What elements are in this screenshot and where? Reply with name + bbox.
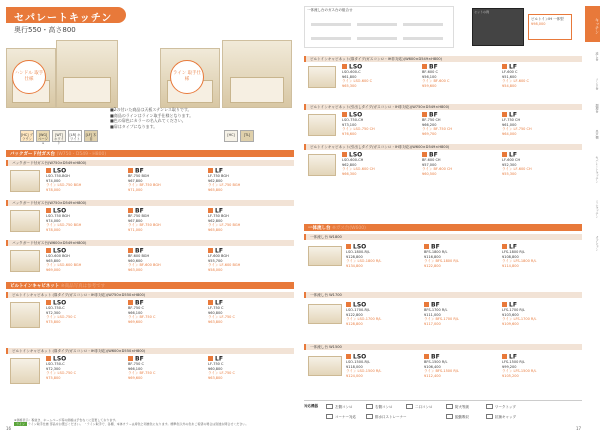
page-number-right: 17 — [576, 426, 582, 431]
side-tab-active[interactable]: キッチン — [585, 6, 600, 42]
product-image — [10, 210, 40, 232]
legend-item: ワークトップ — [486, 404, 516, 410]
product-col-lf-r6: LF LFS-1700 R/L ¥103,600 ライン LFS-1700 R/L ¥109,600 — [502, 301, 537, 326]
product-image — [10, 358, 40, 384]
product-col-lso-r5: LSO LSO-1800-R/L ¥128,800 ライン LSO-1800 R/L ¥134,800 — [346, 243, 382, 268]
swatch-5: [LF] 木目 — [84, 130, 98, 142]
product-image — [308, 356, 342, 376]
product-col-lf-r3: LF LF-600 CH ¥52,300 ライン LF-600 CH ¥55,300 — [502, 151, 532, 176]
product-image — [308, 246, 342, 266]
product-image — [308, 154, 336, 176]
swatch-7: [TL] — [240, 130, 254, 142]
side-tab[interactable]: ミニキッチン — [595, 200, 599, 218]
section-backguard: バックガード付ガス台 (W750・D549・H800) — [6, 150, 294, 157]
product-col-lso-r2: LSO LSO-750-CH ¥73,100 ライン LSO-750 CH ¥76,600 — [342, 111, 375, 136]
product-col-bf-3: BF BF-600 BGH ¥60,600 ライン BF-600 BGH ¥63,000 — [128, 247, 161, 272]
product-col-lso-1: LSO LSO-750-BGH ¥74,000 ライン LSO-750 BGH ¥78,000 — [46, 167, 82, 192]
product-col-bf-r2: BF BF-750 CH ¥66,200 ライン BF-750 CH ¥69,700 — [422, 111, 453, 136]
legend-item: 排水口ストレーナー — [366, 414, 407, 420]
page-number-left: 16 — [6, 426, 12, 431]
legend-item: 防火等級 — [446, 404, 469, 410]
legend-box — [304, 400, 582, 426]
swatch-1: [HC] ブラウン — [20, 130, 34, 142]
swatch-6: [HC] — [224, 130, 238, 142]
side-tab[interactable]: 吊戸棚 — [595, 130, 599, 139]
side-tab[interactable]: オプション — [595, 236, 599, 251]
badge-line: ライン 取手仕様 — [170, 60, 204, 94]
product-col-lso-2: LSO LSO-750 BGH ¥74,000 ライン LSO-750 BGH ¥78,000 — [46, 207, 82, 232]
side-tab[interactable]: コンロ台 — [595, 78, 599, 90]
product-col-lf-r1: LF LF-600 C ¥51,600 ライン LF-600 C ¥54,800 — [502, 63, 529, 88]
section-builtin: ビルトインキャビネット ※商品写真は参考です — [6, 282, 294, 289]
product-image — [10, 302, 40, 328]
product-col-bf-5: BF BF-750 C ¥66,100 ライン BF-750 C ¥69,600 — [128, 355, 156, 380]
row-header-4: ビルトインキャビネット (扉タイプ/ガスコンロ・IH非対応)(W750×D550×H800) — [6, 292, 294, 298]
product-image — [308, 114, 336, 136]
photo-sink — [56, 40, 118, 108]
product-col-lf-2: LF LF-750 BGH ¥62,800 ライン LF-750 BGH ¥65,800 — [208, 207, 241, 232]
product-col-lso-3: LSO LSO-600 BGH ¥65,800 ライン LSO-600 BGH ¥69,000 — [46, 247, 82, 272]
legend-item: 振動吸収 — [446, 414, 469, 420]
product-col-bf-r5: BF BFS-1800 R/L ¥116,800 ライン BFS-1800 R/L ¥122,800 — [424, 243, 459, 268]
side-index — [583, 0, 600, 435]
row-header-r2: ビルトインキャビネット(引出しタイプ/ガスコンロ・IH非対応)(W750×D549×H800) — [304, 104, 582, 110]
product-col-lso-5: LSO LSO-750-C ¥72,300 ライン LSO-750 C ¥75,800 — [46, 355, 77, 380]
ih-photo: セットの例 — [472, 8, 524, 46]
page-title: セパレートキッチン — [14, 13, 113, 24]
row-header-r5: 一体流し台 W1800 — [304, 234, 582, 240]
product-col-lf-5: LF LF-750 C ¥60,800 ライン LF-750 C ¥63,800 — [208, 355, 235, 380]
row-header-r7: 一体流し台 W1500 — [304, 344, 582, 350]
product-image — [308, 66, 336, 88]
product-col-bf-4: BF BF-750 C ¥66,100 ライン BF-750 C ¥69,600 — [128, 299, 156, 324]
swatch-2: [WG] ベージュ — [36, 130, 50, 142]
product-col-bf-r1: BF BF-600 C ¥56,100 ライン BF-600 C ¥59,600 — [422, 63, 450, 88]
legend-title: 対応機器 — [304, 404, 318, 408]
row-header-1: バックガード付ガス台(W750×D549×H800) — [6, 160, 294, 166]
product-col-lso-4: LSO LSO-750-C ¥72,300 ライン LSO-750 C ¥75,800 — [46, 299, 77, 324]
side-tab[interactable]: 調理台 — [595, 104, 599, 113]
photo-counter — [222, 40, 292, 108]
product-col-lso-r6: LSO LSO-1700-R/L ¥122,800 ライン LSO-1700 R/L ¥128,800 — [346, 301, 382, 326]
badge-handle: ハンドル 取手仕様 — [12, 60, 46, 94]
product-image — [308, 304, 342, 324]
product-col-bf-r6: BF BFS-1700 R/L ¥111,000 ライン BFS-1700 R/L ¥117,000 — [424, 301, 459, 326]
row-header-r3: ビルトインキャビネット(引出しタイプ/ガスコンロ・IH非対応)(W600×D549×H800) — [304, 144, 582, 150]
product-col-lf-r2: LF LF-750 CH ¥61,000 ライン LF-750 CH ¥64,000 — [502, 111, 532, 136]
page-title-bar — [6, 7, 126, 23]
right-page — [300, 0, 600, 435]
product-col-lf-3: LF LF-600 BGH ¥55,700 ライン LF-600 BGH ¥58,000 — [208, 247, 241, 272]
row-header-r6: 一体流し台 W1700 — [304, 292, 582, 298]
row-header-5: ビルトインキャビネット (扉タイプ/ガスコンロ・IH非対応)(W600×D550×H800) — [6, 348, 294, 354]
swatch-3: [WT] ホワイト — [52, 130, 66, 142]
swatch-4: [LR] ホワイト — [68, 130, 82, 142]
product-col-lf-4: LF LF-750 C ¥60,800 ライン LF-750 C ¥63,800 — [208, 299, 235, 324]
legend-item: 抗菌キャップ — [486, 414, 516, 420]
section-ichigata: 一体流し台 ※ガス台(W600) — [304, 224, 582, 231]
product-col-bf-r3: BF BF-600 CH ¥57,000 ライン BF-600 CH ¥60,500 — [422, 151, 453, 176]
legend-item: コーナー対応 — [326, 414, 356, 420]
feature-bullets: ■2の付いた商品は天板ステンレス取りです。 ■商品のラインはライン取手仕様となります。 ■色の扉色にカラーの名入れてください。 ■扉はタイプになります。 — [110, 107, 194, 129]
product-image — [10, 170, 40, 192]
product-col-lf-1: LF LF-750 BGH ¥62,800 ライン LF-750 BGH ¥65,800 — [208, 167, 241, 192]
product-col-lso-r3: LSO LSO-600-CH ¥62,800 ライン LSO-600 CH ¥66,300 — [342, 151, 375, 176]
combo-diagram: 一体流し台のガス台の組合せ — [304, 6, 454, 48]
footer-note: ※価格表示：税抜き、ホームページ等の価格は予告なくに変更しております。 ライン ライン取手仕様 部品をお選びください。 ・ライン取手で、各棚、本体カラーは扉色と同様色になります。標準色以外の色をご希望の場合は別途お問合せください。 — [14, 418, 249, 426]
product-col-lso-r1: LSO LSO-600-C ¥61,800 ライン LSO-600 C ¥65,300 — [342, 63, 373, 88]
product-col-bf-2: BF BF-750 BGH ¥67,800 ライン BF-750 BGH ¥71,000 — [128, 207, 161, 232]
row-header-2: バックガード付ガス台(W750×D549×H800) — [6, 200, 294, 206]
ih-chip: ビルトインIH 一体型 ¥98,000 — [528, 14, 572, 40]
side-tab[interactable]: セパレートキッチン — [595, 156, 599, 183]
product-col-bf-1: BF BF-750 BGH ¥67,800 ライン BF-750 BGH ¥71,000 — [128, 167, 161, 192]
product-col-bf-r7: BF BFS-1500 R/L ¥106,400 ライン BFS-1500 R/L ¥112,400 — [424, 353, 459, 378]
product-col-lf-r7: LF LFS-1500 R/L ¥99,200 ライン LFS-1500 R/L ¥105,200 — [502, 353, 537, 378]
legend-item: 左側コンロ — [326, 404, 353, 410]
product-col-lf-r5: LF LFS-1800 R/L ¥108,800 ライン LFS-1800 R/L ¥114,800 — [502, 243, 537, 268]
product-image — [10, 250, 40, 272]
legend-item: 右側コンロ — [366, 404, 393, 410]
row-header-r1: ビルトインキャビネット(扉タイプ/ガスコンロ・IH非対応)(W600×D549×H800) — [304, 56, 582, 62]
page-subtitle: 奥行550・高さ800 — [14, 26, 76, 34]
row-header-3: バックガード付ガス台(W600×D549×H800) — [6, 240, 294, 246]
side-tab[interactable]: 流し台 — [595, 52, 599, 61]
legend-item: 二口コンロ — [406, 404, 433, 410]
product-col-lso-r7: LSO LSO-1500-R/L ¥118,000 ライン LSO-1500 R/L ¥124,000 — [346, 353, 382, 378]
